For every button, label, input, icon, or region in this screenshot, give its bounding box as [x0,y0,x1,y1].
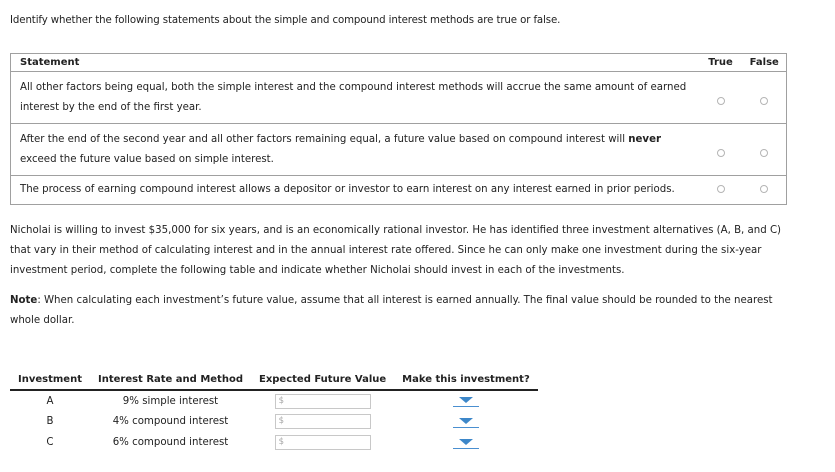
true-false-table [10,53,787,205]
dropdown-arrow-icon [459,439,473,445]
true-header: True [699,54,743,72]
dollar-sign: $ [278,437,284,447]
true-radio[interactable] [717,97,725,105]
rate-method: 9% simple interest [122,395,219,407]
dropdown-arrow-icon [459,397,473,403]
decision-header: Make this investment? [394,373,538,390]
future-value-field[interactable] [275,435,371,450]
scenario-paragraph: Nicholai is willing to invest $35,000 for six years, and is an economically rational investor. He has identified three investment alternatives (A, B, and C) that vary in their method of calculating interest and in the annual interest rate offered. Since he can only make one investment during the six-year investment period, complete the following table and indicate whether Nicholai should invest in each of the investments. [10,225,782,276]
invest-dropdown[interactable] [453,395,479,407]
invest-dropdown[interactable] [453,416,479,428]
investment-header: Investment [10,373,90,390]
dropdown-arrow-icon [459,418,473,424]
false-radio[interactable] [760,97,768,105]
rate-method: 4% compound interest [112,416,229,427]
investment-row [10,390,538,411]
investment-label: B [46,416,54,427]
statement-row [11,124,787,176]
statement-row [11,176,787,205]
false-radio[interactable] [760,185,768,193]
instructions-text: Identify whether the following statements about the simple and compound interest methods are true or false. [10,15,561,26]
future-value-input[interactable] [286,395,370,408]
dollar-sign: $ [278,416,284,426]
true-radio[interactable] [717,185,725,193]
true-radio[interactable] [717,149,725,157]
investment-label: A [46,395,54,407]
statement-text: All other factors being equal, both the simple interest and the compound interest methods will accrue the same amount of earned interest by the end of the first year. [11,72,699,124]
dollar-sign: $ [278,395,284,406]
future-value-header: Expected Future Value [251,373,394,390]
future-value-field[interactable] [275,394,371,409]
future-value-input[interactable] [286,415,370,428]
investment-row [10,411,538,432]
invest-dropdown[interactable] [453,437,479,449]
investment-label: C [46,437,54,448]
investment-row [10,432,538,453]
statement-text: The process of earning compound interest allows a depositor or investor to earn interest on any interest earned in prior periods. [20,184,675,195]
note-label: Note [10,295,38,306]
statement-header: Statement [11,54,699,72]
false-header: False [743,54,787,72]
future-value-input[interactable] [286,436,370,449]
statement-text: After the end of the second year and all other factors remaining equal, a future value based on compound interest will never exceed the future value based on simple interest. [11,124,699,176]
rate-method: 6% compound interest [112,437,229,448]
statement-row [11,72,787,124]
note-paragraph: Note: When calculating each investment’s future value, assume that all interest is earned annually. The final value should be rounded to the nearest whole dollar. [10,295,773,326]
future-value-field[interactable] [275,414,371,429]
emphasis-never: never [628,134,662,145]
false-radio[interactable] [760,149,768,157]
investment-table [10,373,538,453]
rate-header: Interest Rate and Method [90,373,251,390]
